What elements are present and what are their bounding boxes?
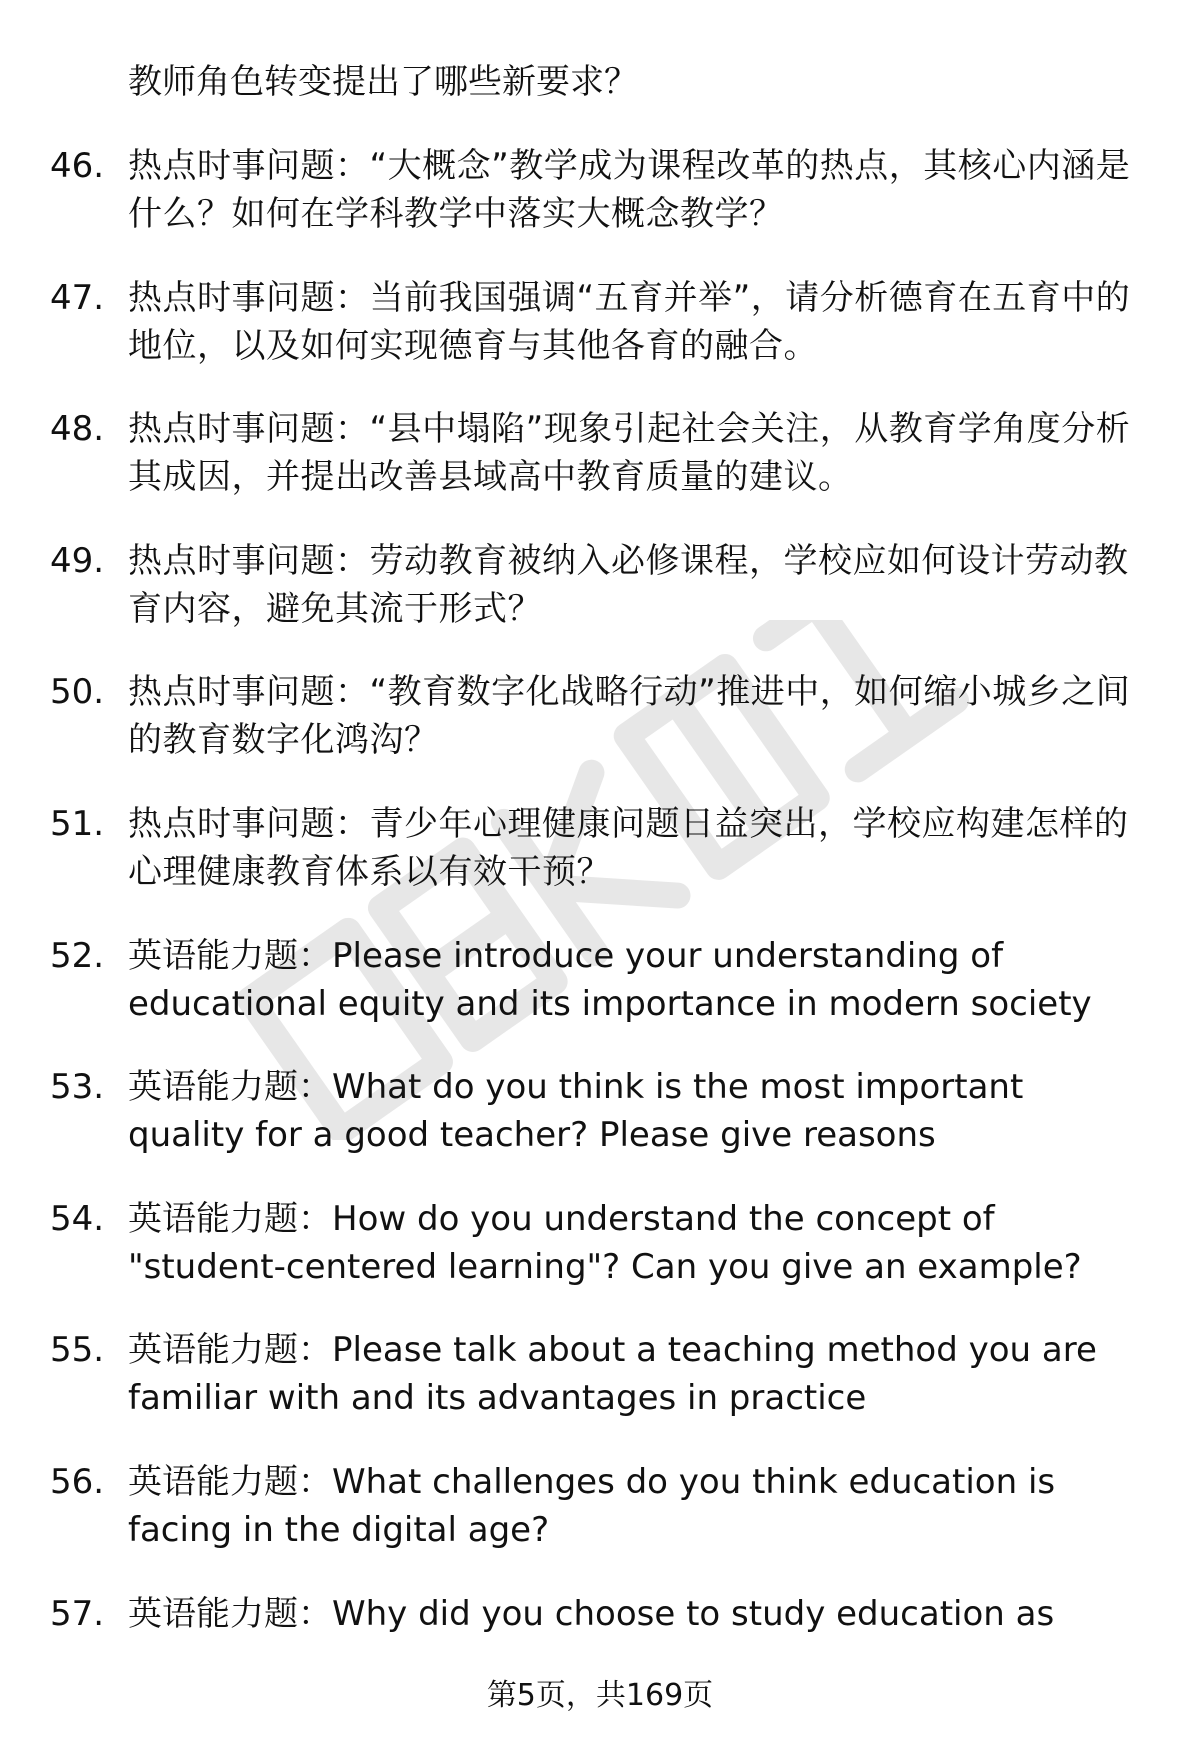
question-number: 56. — [50, 1461, 105, 1502]
question-number: 52. — [50, 935, 105, 976]
question-number: 48. — [50, 409, 105, 450]
list-item — [0, 405, 1200, 537]
question-text: 英语能力题：What do you think is the most important quality for a good teacher? Please give reasons — [128, 1067, 1024, 1156]
list-item — [0, 932, 1200, 1064]
question-text: 热点时事问题：“大概念”教学成为课程改革的热点，其核心内涵是什么？如何在学科教学中落实大概念教学？ — [128, 146, 1131, 234]
question-number: 46. — [50, 146, 105, 186]
question-number: 53. — [50, 1067, 105, 1108]
list-item — [0, 668, 1200, 800]
question-text: 热点时事问题：劳动教育被纳入必修课程，学校应如何设计劳动教育内容，避免其流于形式？ — [128, 540, 1129, 629]
question-text: 英语能力题：What challenges do you think education is facing in the digital age? — [128, 1461, 1056, 1550]
list-item — [0, 800, 1200, 932]
list-item — [0, 274, 1200, 406]
question-number: 51. — [50, 803, 105, 844]
list-item — [0, 142, 1200, 274]
list-item — [0, 1458, 1200, 1590]
question-list — [0, 142, 1200, 1721]
question-number: 54. — [50, 1198, 105, 1239]
question-text: 英语能力题：Why did you choose to study education as — [128, 1593, 1055, 1634]
question-text: 热点时事问题：当前我国强调“五育并举”，请分析德育在五育中的地位，以及如何实现德育与其他各育的融合。 — [128, 277, 1131, 366]
question-text: 热点时事问题：“县中塌陷”现象引起社会关注，从教育学角度分析其成因，并提出改善县域高中教育质量的建议。 — [128, 409, 1131, 498]
list-item — [0, 1195, 1200, 1327]
question-number: 55. — [50, 1330, 105, 1371]
question-text: 英语能力题：How do you understand the concept of "student-centered learning"? Can you give an example? — [128, 1198, 1082, 1287]
question-text: 英语能力题：Please introduce your understanding of educational equity and its importance in modern society — [128, 935, 1092, 1024]
continuation-text: 教师角色转变提出了哪些新要求？ — [128, 62, 638, 102]
question-number: 49. — [50, 540, 105, 581]
list-item — [0, 537, 1200, 669]
question-text: 英语能力题：Please talk about a teaching method you are familiar with and its advantages in practice — [128, 1330, 1097, 1419]
list-item — [0, 1326, 1200, 1458]
list-item — [0, 1063, 1200, 1195]
page-footer: 第5页，共169页 — [486, 1678, 714, 1713]
question-number: 57. — [50, 1593, 105, 1634]
question-number: 47. — [50, 277, 105, 318]
question-text: 热点时事问题：青少年心理健康问题日益突出，学校应构建怎样的心理健康教育体系以有效干预？ — [128, 803, 1129, 892]
question-number: 50. — [50, 672, 105, 713]
question-text: 热点时事问题：“教育数字化战略行动”推进中，如何缩小城乡之间的教育数字化鸿沟？ — [128, 672, 1131, 761]
